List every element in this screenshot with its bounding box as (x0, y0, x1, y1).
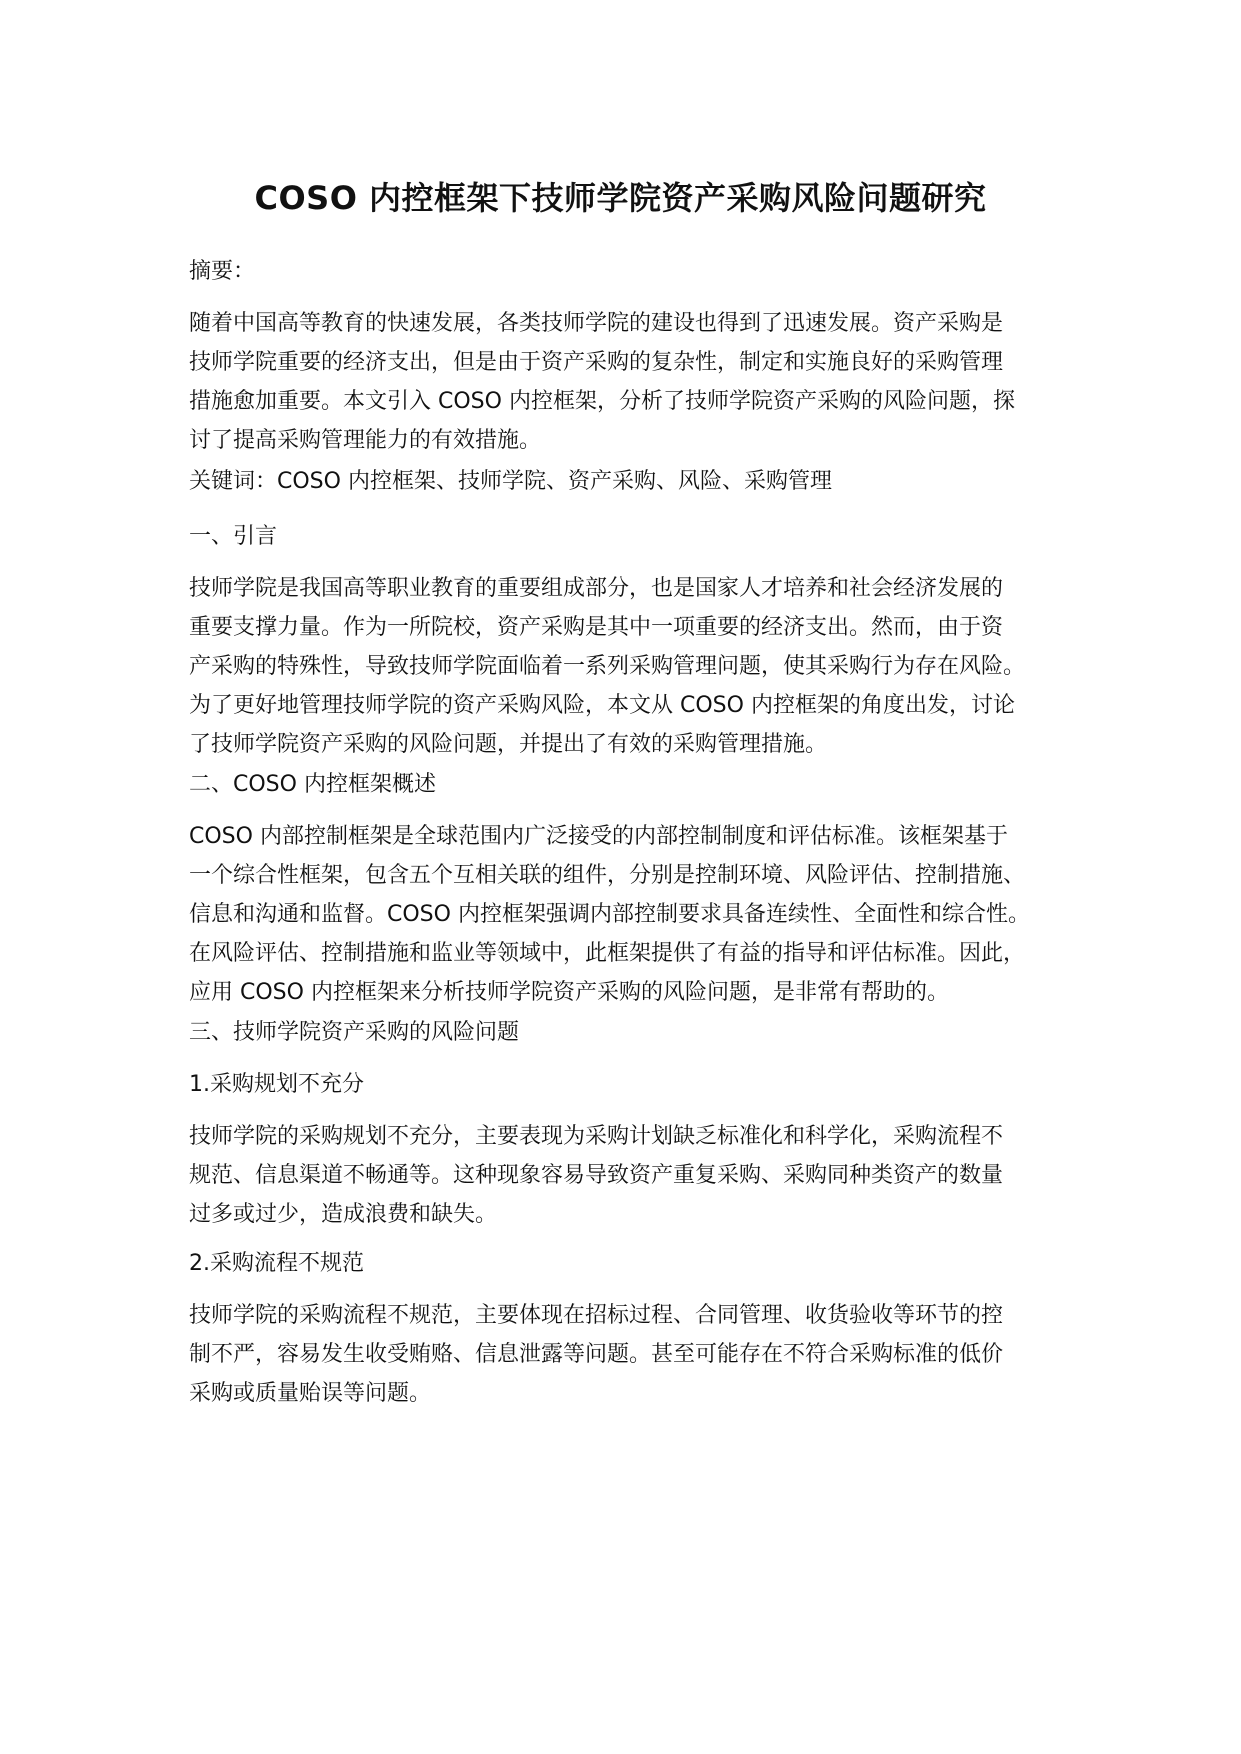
subsection-heading-process: 2.采购流程不规范 (189, 1251, 364, 1276)
section-heading-risk-issues: 三、技师学院资产采购的风险问题 (189, 1020, 520, 1045)
abstract-label: 摘要： (189, 259, 256, 284)
subsection-text-process: 技师学院的采购流程不规范，主要体现在招标过程、合同管理、收货验收等环节的控 制不严，容易发生收受贿赂、信息泄露等问题。甚至可能存在不符合采购标准的低价 采购或质量贻误等问题。 (189, 1303, 1004, 1406)
abstract-text: 随着中国高等教育的快速发展，各类技师学院的建设也得到了迅速发展。资产采购是 技师学院重要的经济支出，但是由于资产采购的复杂性，制定和实施良好的采购管理 措施愈加重要。本文引入 COSO 内控框架，分析了技师学院资产采购的风险问题，探 讨了提高采购管理能力的有效措施。 (189, 311, 1015, 453)
section-heading-coso-overview: 二、COSO 内控框架概述 (189, 772, 436, 797)
subsection-heading-planning: 1.采购规划不充分 (189, 1072, 364, 1097)
keywords: 关键词：COSO 内控框架、技师学院、资产采购、风险、采购管理 (189, 469, 832, 494)
subsection-text-planning: 技师学院的采购规划不充分，主要表现为采购计划缺乏标准化和科学化，采购流程不 规范、信息渠道不畅通等。这种现象容易导致资产重复采购、采购同种类资产的数量 过多或过少，造成浪费和缺失。 (189, 1124, 1004, 1227)
document-title: COSO 内控框架下技师学院资产采购风险问题研究 (254, 179, 987, 217)
section-text-introduction: 技师学院是我国高等职业教育的重要组成部分，也是国家人才培养和社会经济发展的 重要支撑力量。作为一所院校，资产采购是其中一项重要的经济支出。然而，由于资 产采购的特殊性，导致技师学院面临着一系列采购管理问题，使其采购行为存在风险。 为了更好地管理技师学院的资产采购风险，本文从 COSO 内控框架的角度出发，讨论 了技师学院资产采购的风险问题，并提出了有效的采购管理措施。 (189, 576, 1026, 757)
section-text-coso-overview: COSO 内部控制框架是全球范围内广泛接受的内部控制制度和评估标准。该框架基于 一个综合性框架，包含五个互相关联的组件，分别是控制环境、风险评估、控制措施、 信息和沟通和监督。COSO 内控框架强调内部控制要求具备连续性、全面性和综合性。 在风险评估、控制措施和监业等领域中，此框架提供了有益的指导和评估标准。因此， 应用 COSO 内控框架来分析技师学院资产采购的风险问题，是非常有帮助的。 (189, 824, 1030, 1005)
section-heading-introduction: 一、引言 (189, 524, 278, 549)
